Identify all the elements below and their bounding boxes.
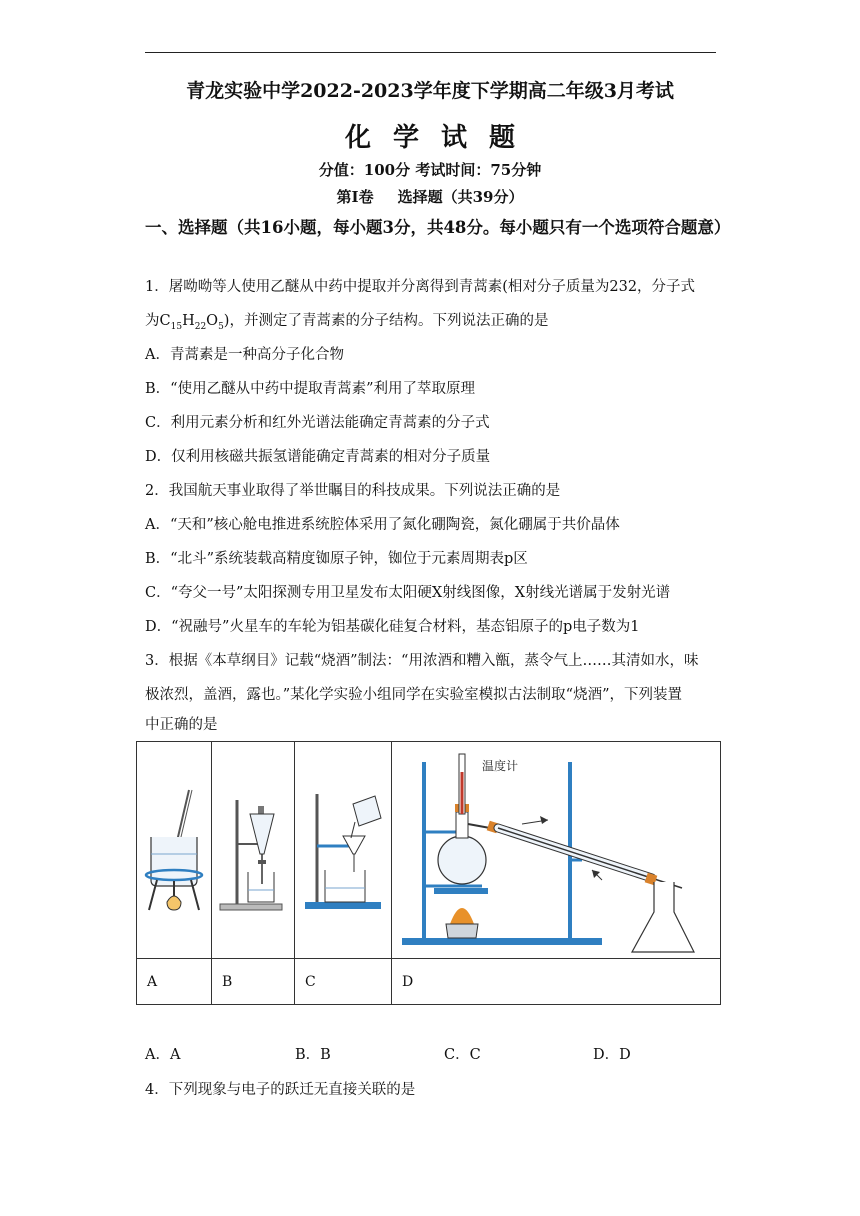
section-heading: 一、选择题（共16小题，每小题3分，共48分。每小题只有一个选项符合题意） — [145, 218, 731, 237]
apparatus-label-b: B — [212, 959, 295, 1005]
q3-stem-line2: 极浓烈，盖酒，露也。”某化学实验小组同学在实验室模拟古法制取“烧酒”，下列装置 — [145, 687, 682, 703]
apparatus-label-d: D — [392, 959, 721, 1005]
q3-choice-c[interactable]: C．C — [444, 1047, 481, 1063]
q3-choice-d[interactable]: D．D — [593, 1047, 631, 1063]
top-rule — [145, 52, 716, 53]
score-time: 分值：100分 考试时间：75分钟 — [318, 161, 542, 179]
apparatus-c-cell — [295, 742, 392, 959]
q1-option-a: A．青蒿素是一种高分子化合物 — [145, 347, 344, 363]
apparatus-d-cell — [392, 742, 721, 959]
apparatus-label-c: C — [295, 959, 392, 1005]
q1-option-d: D．仅利用核磁共振氢谱能确定青蒿素的相对分子质量 — [145, 449, 491, 465]
apparatus-table — [136, 741, 721, 1005]
volume-title: 选择题（共39分） — [397, 188, 524, 206]
exam-title: 青龙实验中学2022-2023学年度下学期高二年级3月考试 — [186, 80, 674, 102]
apparatus-b-cell — [212, 742, 295, 959]
apparatus-a-cell — [137, 742, 212, 959]
subject-title: 化学试题 — [344, 123, 537, 153]
q1-option-b: B．“使用乙醚从中药中提取青蒿素”利用了萃取原理 — [145, 381, 475, 397]
filtration-diagram — [295, 742, 391, 954]
apparatus-label-a: A — [137, 959, 212, 1005]
q3-choice-b[interactable]: B．B — [295, 1047, 331, 1063]
distillation-diagram — [392, 742, 720, 954]
q2-option-c: C．“夸父一号”太阳探测专用卫星发布太阳硬X射线图像，X射线光谱属于发射光谱 — [145, 585, 671, 601]
q3-answer-choices — [0, 1043, 860, 1065]
q3-stem-line3: 中正确的是 — [145, 717, 218, 733]
volume-label: 第I卷 — [336, 188, 374, 206]
volume-heading — [0, 186, 860, 207]
q3-stem-line1: 3．根据《本草纲目》记载“烧酒”制法：“用浓酒和糟入甑，蒸令气上……其清如水，味 — [145, 653, 699, 669]
q2-option-b: B．“北斗”系统装载高精度铷原子钟，铷位于元素周期表p区 — [145, 551, 528, 567]
q4-stem: 4．下列现象与电子的跃迁无直接关联的是 — [145, 1082, 416, 1098]
q2-option-d: D．“祝融号”火星车的车轮为铝基碳化硅复合材料，基态铝原子的p电子数为1 — [145, 619, 640, 635]
thermometer-label: 温度计 — [482, 759, 519, 773]
beaker-heating-diagram — [137, 742, 211, 954]
separatory-funnel-diagram — [212, 742, 294, 954]
q1-stem-line2: 为$C_{15}H_{22}O_5$)，并测定了青蒿素的分子结构。下列说法正确的是 — [145, 313, 549, 332]
q1-option-c: C．利用元素分析和红外光谱法能确定青蒿素的分子式 — [145, 415, 490, 431]
q2-option-a: A．“天和”核心舱电推进系统腔体采用了氮化硼陶瓷，氮化硼属于共价晶体 — [145, 517, 620, 533]
q2-stem: 2．我国航天事业取得了举世瞩目的科技成果。下列说法正确的是 — [145, 483, 561, 499]
q3-choice-a[interactable]: A．A — [145, 1047, 181, 1063]
q1-stem-line1: 1．屠呦呦等人使用乙醚从中药中提取并分离得到青蒿素(相对分子质量为232，分子式 — [145, 279, 696, 295]
